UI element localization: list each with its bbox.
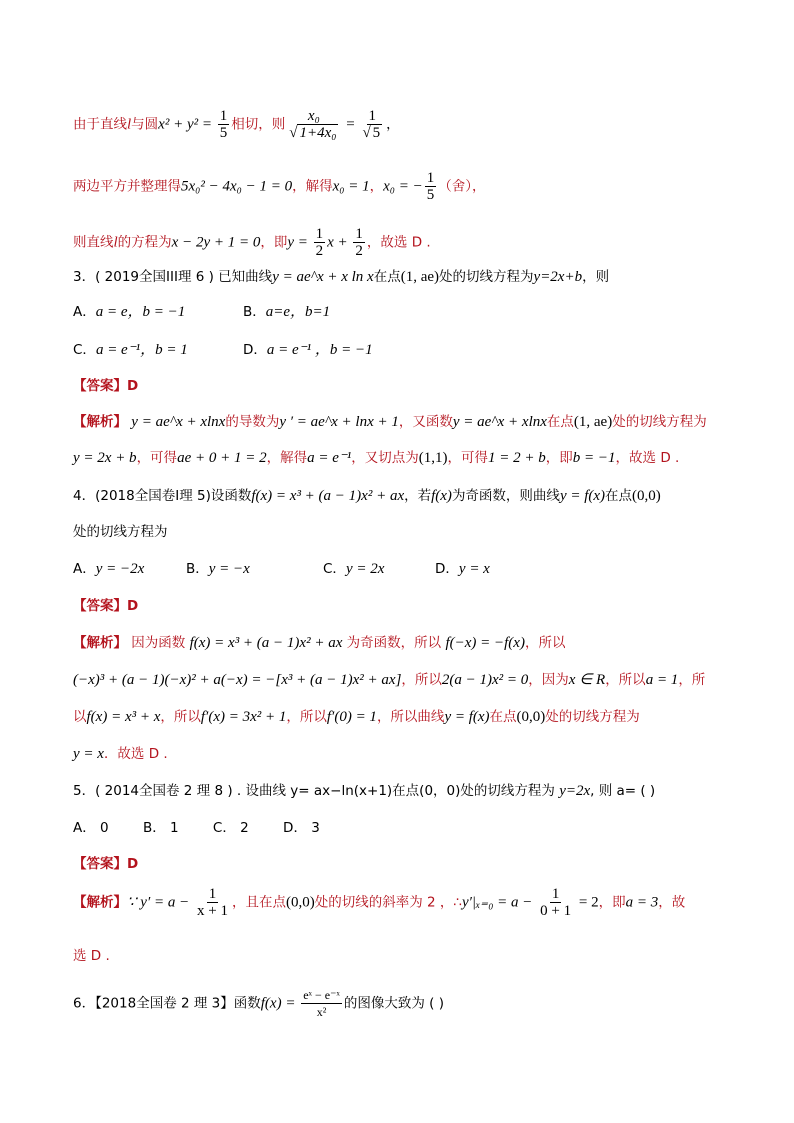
q5-explanation-line2: 选 D . — [73, 948, 110, 964]
q4-stem: 4．(2018全国卷I理 5)设函数f(x) = x³ + (a − 1)x² + ax，若f(x)为奇函数，则曲线y = f(x)在点(0,0) — [73, 488, 661, 504]
q4-explanation-line2: (−x)³ + (a − 1)(−x)² + a(−x) = −[x³ + (a − 1)x² + ax]，所以2(a − 1)x² = 0，因为x ∈ R，所以a = 1，所 — [73, 672, 706, 688]
q4-option-d: D．y = x — [435, 561, 490, 577]
q5-stem: 5．( 2014全国卷 2 理 8 ) . 设曲线 y= ax−ln(x+1)在点(0，0)处的切线方程为 y=2x, 则 a= ( ) — [73, 783, 656, 799]
q3-option-a: A．a = e，b = −1 — [73, 304, 186, 320]
q3-stem: 3．( 2019全国III理 6 ) 已知曲线y = ae^x + x ln x在点(1, ae)处的切线方程为y=2x+b，则 — [73, 269, 610, 285]
solution-line-square: 两边平方并整理得5x₀² − 4x₀ − 1 = 0，解得x₀ = 1，x₀ = − $\frac{1}{5}$ （舍）， — [73, 170, 486, 203]
q4-option-c: C．y = 2x — [323, 561, 385, 577]
q3-option-c: C．a = e⁻¹，b = 1 — [73, 342, 188, 358]
q4-stem-line2: 处的切线方程为 — [73, 524, 168, 540]
fraction-one-over-x-plus-1: $\frac{1}{x + 1}$ — [196, 886, 228, 919]
q3-explanation-line2: y = 2x + b，可得ae + 0 + 1 = 2，解得a = e⁻¹，又切点为(1,1)，可得1 = 2 + b，即b = −1，故选 D . — [73, 450, 680, 466]
q4-answer: 【答案】D — [73, 598, 139, 614]
q5-explanation-line1: 【解析】∵ y′ = a − $\frac{1}{x + 1}$ ，且在点(0,0)处的切线的斜率为 2 ，∴y′|ₓ₌₀ = a − $\frac{1}{0 + 1}$ = 2，即a = 3，故 — [73, 886, 686, 919]
q4-explanation-line1: 【解析】 因为函数 f(x) = x³ + (a − 1)x² + ax 为奇函数，所以 f(−x) = −f(x)，所以 — [73, 635, 566, 651]
q3-explanation-line1: 【解析】 y = ae^x + xlnx的导数为y ′ = ae^x + lnx + 1，又函数y = ae^x + xlnx在点(1, ae)处的切线方程为 — [73, 414, 707, 430]
q4-options — [73, 557, 724, 578]
fraction-x0-sqrt: $\frac{\text{x₀}}{\text{√ 1+4x₀}}$ — [289, 108, 337, 141]
q5-options: A． 0 B． 1 C． 2 D． 3 — [73, 820, 320, 836]
solution-line-conclusion: 则直线l的方程为x − 2y + 1 = 0，即y = $\frac{1}{2}$ x + $\frac{1}{2}$ ，故选 D . — [73, 226, 431, 259]
q3-options-cd — [73, 338, 724, 359]
q3-option-d: D．a = e⁻¹ ，b = −1 — [243, 342, 373, 358]
q4-explanation-line3: 以f(x) = x³ + x，所以f′(x) = 3x² + 1，所以f′(0) = 1，所以曲线y = f(x)在点(0,0)处的切线方程为 — [73, 709, 640, 725]
q4-explanation-line4: y = x．故选 D . — [73, 746, 168, 762]
q3-answer: 【答案】D — [73, 378, 139, 394]
q3-option-b: B．a=e，b=1 — [243, 304, 331, 320]
solution-line-tangent-circle: 由于直线l与圆x² + y² = $\frac{1}{5}$ 相切，则 $\frac{\text{x₀}}{\text{√ 1+4x₀}}$ = $\frac{1}{√ 5}$ ， — [73, 108, 400, 141]
fraction-half-1: $\frac{1}{2}$ — [315, 226, 324, 259]
q6-stem: 6．【2018全国卷 2 理 3】函数f(x) = $\frac{\text{eˣ − e⁻ˣ}}{\text{x²}}$ 的图像大致为 ( ) — [73, 988, 445, 1019]
q3-options-ab — [73, 300, 724, 321]
fraction-exp-over-x2: $\frac{\text{eˣ − e⁻ˣ}}{\text{x²}}$ — [303, 988, 340, 1019]
fraction-neg-fifth: $\frac{1}{5}$ — [426, 170, 435, 203]
q5-answer: 【答案】D — [73, 856, 139, 872]
fraction-one-fifth: $\frac{1}{5}$ — [219, 108, 228, 141]
fraction-half-2: $\frac{1}{2}$ — [355, 226, 363, 259]
fraction-one-sqrt5: $\frac{1}{√ 5}$ — [362, 108, 381, 141]
q4-option-b: B．y = −x — [186, 561, 250, 577]
q4-option-a: A．y = −2x — [73, 561, 145, 577]
fraction-one-over-0-plus-1: $\frac{1}{0 + 1}$ — [540, 886, 572, 919]
